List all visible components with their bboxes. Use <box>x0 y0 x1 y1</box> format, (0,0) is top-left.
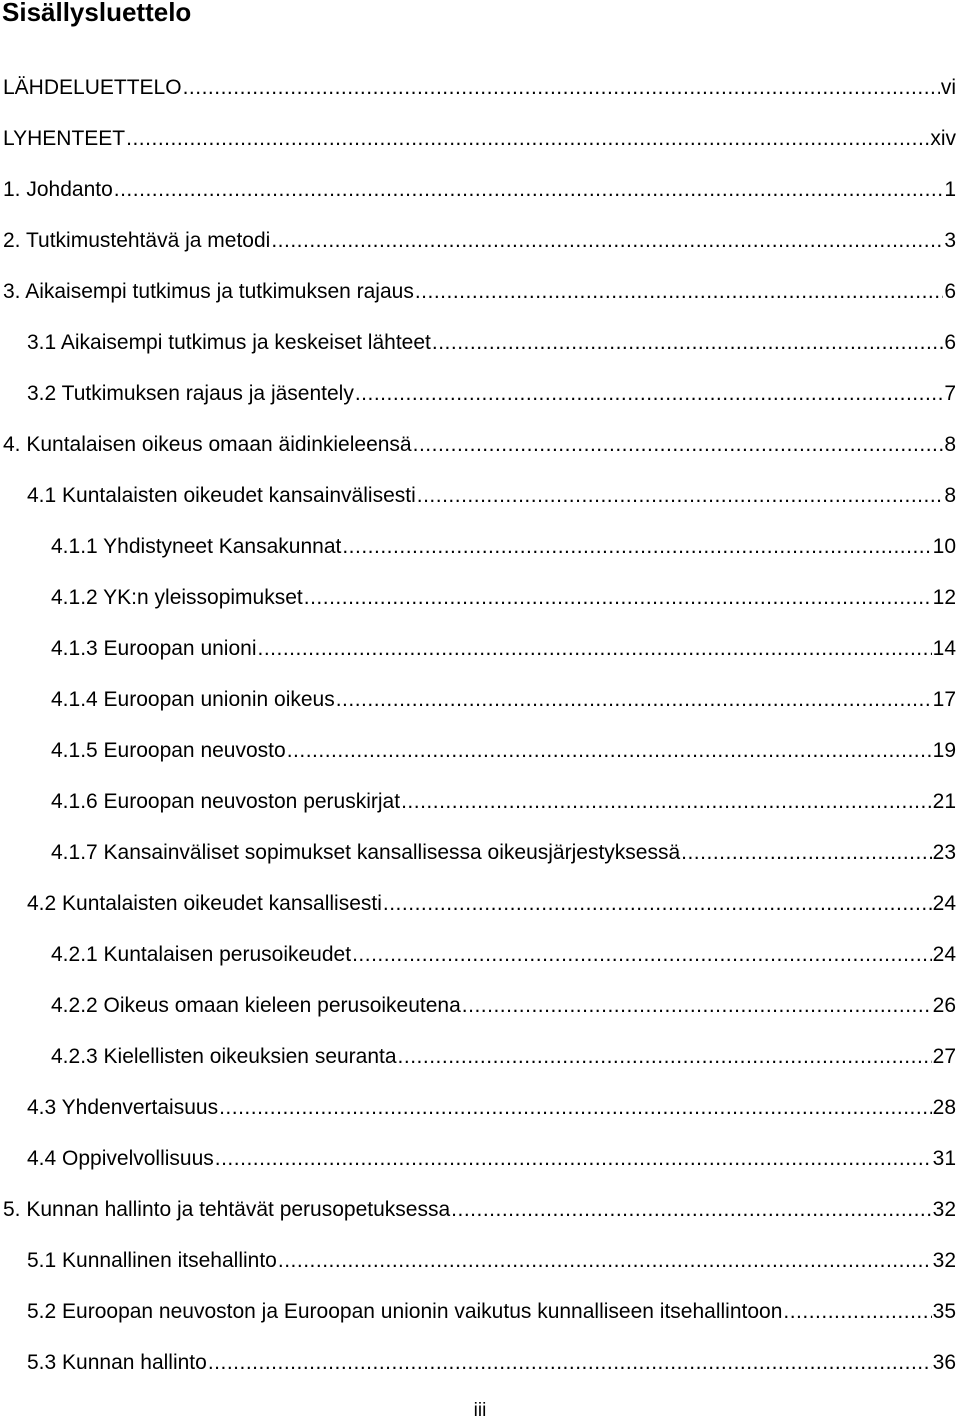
toc-entry-page: xiv <box>930 127 956 150</box>
page-title: Sisällysluettelo <box>2 0 192 27</box>
toc-entry-page: 10 <box>932 535 956 558</box>
toc-entry-title: 4.2.3 Kielellisten oikeuksien seuranta <box>51 1045 397 1068</box>
dot-leader <box>126 119 929 159</box>
toc-entry-title: 4.1.5 Euroopan neuvosto <box>51 739 286 762</box>
toc-entry[interactable] <box>27 374 956 414</box>
page-number: iii <box>473 1400 487 1421</box>
dot-leader <box>451 1190 931 1230</box>
toc-entry-title: 5. Kunnan hallinto ja tehtävät perusopetuksessa <box>3 1198 451 1221</box>
dot-leader <box>401 782 932 822</box>
toc-entry-page: 31 <box>932 1147 956 1170</box>
toc-entry[interactable] <box>51 986 956 1026</box>
toc-entry-title: 4.1.6 Euroopan neuvoston peruskirjat <box>51 790 401 813</box>
toc-entry[interactable] <box>3 119 956 159</box>
toc-entry[interactable] <box>3 425 956 465</box>
dot-leader <box>417 476 944 516</box>
toc-entry[interactable] <box>3 170 956 210</box>
toc-entry-page: 27 <box>932 1045 956 1068</box>
dot-leader <box>783 1292 931 1332</box>
toc-entry-title: 3.1 Aikaisempi tutkimus ja keskeiset lähteet <box>27 331 431 354</box>
toc-entry-page: 24 <box>932 892 956 915</box>
toc-entry-page: 32 <box>932 1249 956 1272</box>
dot-leader <box>336 680 932 720</box>
toc-entry-title: 4.1.4 Euroopan unionin oikeus <box>51 688 335 711</box>
dot-leader <box>219 1088 932 1128</box>
toc-entry[interactable] <box>3 1190 956 1230</box>
toc-entry-page: 32 <box>932 1198 956 1221</box>
toc-entry[interactable] <box>51 1037 956 1077</box>
dot-leader <box>271 221 943 261</box>
dot-leader <box>383 884 932 924</box>
toc-entry[interactable] <box>27 1088 956 1128</box>
toc-entry-title: 5.3 Kunnan hallinto <box>27 1351 207 1374</box>
toc-entry-page: 19 <box>932 739 956 762</box>
toc-entry-title: 4.1.7 Kansainväliset sopimukset kansallisessa oikeusjärjestyksessä <box>51 841 681 864</box>
toc-entry-page: 28 <box>932 1096 956 1119</box>
toc-entry-title: 1. Johdanto <box>3 178 113 201</box>
toc-entry[interactable] <box>3 68 956 108</box>
toc-entry-title: 3. Aikaisempi tutkimus ja tutkimuksen rajaus <box>3 280 414 303</box>
toc-entry[interactable] <box>51 833 956 873</box>
toc-entry-title: 4.1 Kuntalaisten oikeudet kansainvälisesti <box>27 484 416 507</box>
toc-entry[interactable] <box>27 1292 956 1332</box>
toc-entry-page: 17 <box>932 688 956 711</box>
toc-entry-title: 4.4 Oppivelvollisuus <box>27 1147 214 1170</box>
toc-entry-title: 4.3 Yhdenvertaisuus <box>27 1096 219 1119</box>
dot-leader <box>355 374 943 414</box>
toc-entry-title: LÄHDELUETTELO <box>3 76 182 99</box>
toc-entry[interactable] <box>27 323 956 363</box>
toc-entry-title: 4.2.1 Kuntalaisen perusoikeudet <box>51 943 352 966</box>
toc-entry-title: 5.2 Euroopan neuvoston ja Euroopan unionin vaikutus kunnalliseen itsehallintoon <box>27 1300 783 1323</box>
toc-entry[interactable] <box>51 629 956 669</box>
toc-entry-page: 26 <box>932 994 956 1017</box>
dot-leader <box>398 1037 932 1077</box>
toc-entry[interactable] <box>51 782 956 822</box>
toc-entry-page: 7 <box>944 382 956 405</box>
toc-entry-page: 23 <box>932 841 956 864</box>
dot-leader <box>681 833 932 873</box>
toc-entry[interactable] <box>27 1241 956 1281</box>
toc-entry-page: 8 <box>944 433 956 456</box>
dot-leader <box>462 986 932 1026</box>
toc-entry[interactable] <box>27 884 956 924</box>
dot-leader <box>304 578 932 618</box>
toc-entry[interactable] <box>27 476 956 516</box>
toc-entry-page: 3 <box>944 229 956 252</box>
toc-entry-page: 36 <box>932 1351 956 1374</box>
dot-leader <box>352 935 932 975</box>
dot-leader <box>342 527 931 567</box>
toc-entry[interactable] <box>51 527 956 567</box>
dot-leader <box>208 1343 932 1383</box>
dot-leader <box>413 425 944 465</box>
toc-entry-title: 2. Tutkimustehtävä ja metodi <box>3 229 271 252</box>
toc-entry-page: vi <box>940 76 956 99</box>
toc-entry-page: 14 <box>932 637 956 660</box>
toc-entry[interactable] <box>27 1139 956 1179</box>
toc-entry-page: 21 <box>932 790 956 813</box>
dot-leader <box>287 731 932 771</box>
dot-leader <box>432 323 943 363</box>
toc-entry[interactable] <box>51 578 956 618</box>
dot-leader <box>183 68 940 108</box>
toc-entry-page: 35 <box>932 1300 956 1323</box>
toc-entry-title: 4.2 Kuntalaisten oikeudet kansallisesti <box>27 892 382 915</box>
toc-entry-page: 6 <box>944 331 956 354</box>
dot-leader <box>215 1139 932 1179</box>
toc-entry-title: 4.1.2 YK:n yleissopimukset <box>51 586 303 609</box>
toc-entry-page: 12 <box>932 586 956 609</box>
toc-entry-title: 3.2 Tutkimuksen rajaus ja jäsentely <box>27 382 354 405</box>
toc-entry[interactable] <box>27 1343 956 1383</box>
toc-entry-title: 5.1 Kunnallinen itsehallinto <box>27 1249 277 1272</box>
toc-entry-title: 4.1.3 Euroopan unioni <box>51 637 257 660</box>
dot-leader <box>415 272 943 312</box>
toc-entry-title: 4. Kuntalaisen oikeus omaan äidinkieleensä <box>3 433 412 456</box>
toc-entry-page: 24 <box>932 943 956 966</box>
toc-entry[interactable] <box>3 221 956 261</box>
toc-entry-page: 6 <box>944 280 956 303</box>
dot-leader <box>278 1241 932 1281</box>
toc-entry-title: LYHENTEET <box>3 127 126 150</box>
toc-entry-page: 1 <box>944 178 956 201</box>
toc-entry[interactable] <box>51 680 956 720</box>
dot-leader <box>258 629 932 669</box>
toc-entry[interactable] <box>51 935 956 975</box>
toc-entry-page: 8 <box>944 484 956 507</box>
toc-entry[interactable] <box>51 731 956 771</box>
toc-entry-title: 4.2.2 Oikeus omaan kieleen perusoikeutena <box>51 994 461 1017</box>
toc-entry-title: 4.1.1 Yhdistyneet Kansakunnat <box>51 535 342 558</box>
dot-leader <box>114 170 944 210</box>
toc-entry[interactable] <box>3 272 956 312</box>
